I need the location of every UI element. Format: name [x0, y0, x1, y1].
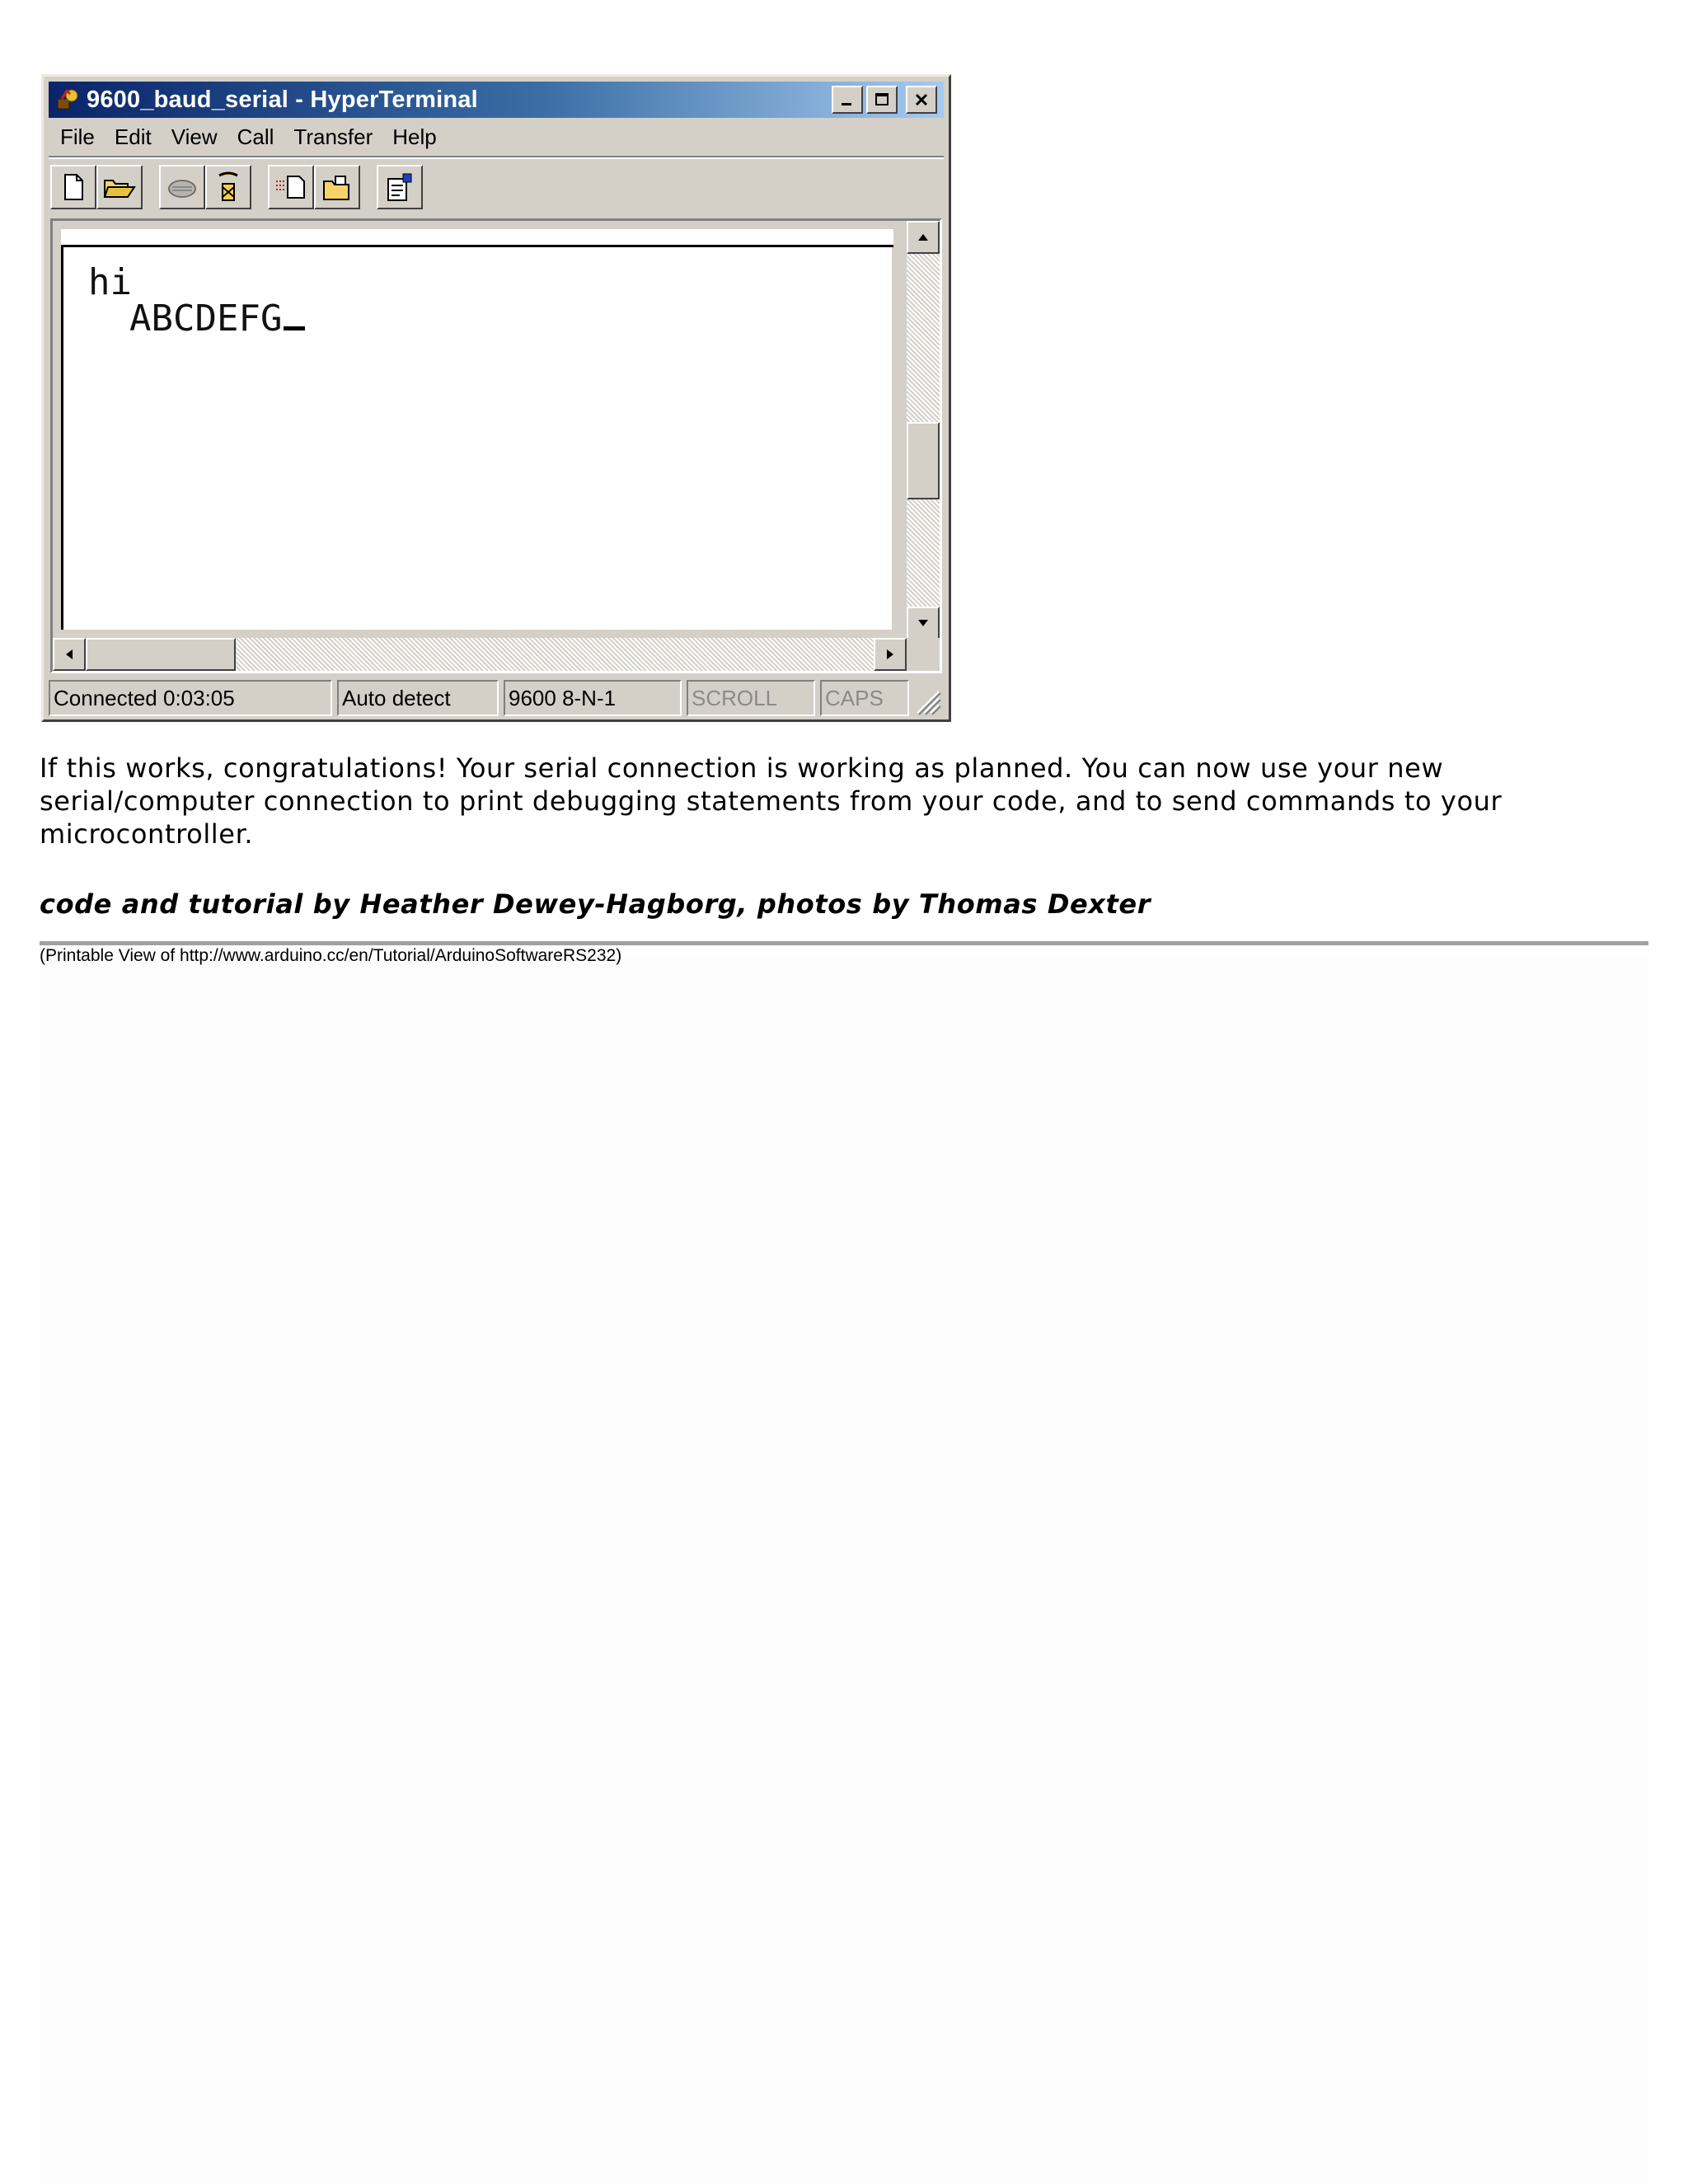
menu-transfer[interactable]: Transfer [293, 124, 373, 149]
arrow-up-icon [917, 232, 930, 242]
body-paragraph: If this works, congratulations! Your serial connection is working as planned. You can now use your new serial/computer connection to print debugging statements from your code, and to send commands to your microcontroller. [40, 752, 1503, 850]
resize-grip-icon [909, 683, 942, 716]
window-title: 9600_baud_serial - HyperTerminal [87, 86, 478, 113]
horizontal-scrollbar[interactable] [53, 638, 907, 671]
text-cursor [284, 326, 305, 330]
connect-button[interactable] [159, 165, 205, 209]
disconnect-button[interactable] [205, 165, 251, 209]
properties-button[interactable] [377, 165, 423, 209]
status-port-settings: 9600 8-N-1 [504, 680, 682, 716]
menu-edit[interactable]: Edit [114, 124, 152, 149]
arrow-down-icon [917, 618, 930, 628]
resize-grip[interactable] [914, 680, 944, 716]
scroll-up-button[interactable] [907, 221, 940, 254]
minimize-button[interactable] [832, 86, 863, 114]
horizontal-rule [40, 941, 1648, 945]
new-document-icon [61, 173, 86, 201]
terminal-screen[interactable] [61, 229, 892, 630]
vertical-scrollbar[interactable] [907, 221, 940, 640]
receive-button[interactable] [314, 165, 360, 209]
send-button[interactable] [268, 165, 314, 209]
new-connection-button[interactable] [50, 165, 96, 209]
scroll-down-button[interactable] [907, 607, 940, 640]
terminal-line: ABCDEFG [129, 298, 283, 340]
receive-file-icon [321, 173, 354, 201]
page-background [40, 956, 1648, 2184]
terminal-pane [50, 218, 942, 673]
scroll-left-button[interactable] [53, 638, 86, 671]
vertical-scroll-thumb[interactable] [907, 422, 940, 499]
menu-bar [50, 121, 942, 152]
maximize-icon [874, 91, 890, 108]
connect-icon [166, 174, 199, 200]
close-icon [913, 91, 930, 108]
arrow-left-icon [64, 648, 74, 661]
open-button[interactable] [96, 165, 143, 209]
status-bar [49, 680, 944, 716]
terminal-output [88, 261, 305, 340]
printable-view-note: (Printable View of http://www.arduino.cc/en/Tutorial/ArduinoSoftwareRS232) [40, 946, 622, 965]
status-caps: CAPS [820, 680, 909, 716]
scrollbar-corner [907, 638, 940, 671]
title-bar[interactable] [49, 82, 944, 118]
status-connection: Connected 0:03:05 [49, 680, 332, 716]
status-scroll: SCROLL [687, 680, 815, 716]
menu-call[interactable]: Call [237, 124, 274, 149]
horizontal-scroll-thumb[interactable] [86, 638, 236, 671]
status-emulation: Auto detect [337, 680, 499, 716]
close-button[interactable] [906, 86, 937, 114]
credit-line: code and tutorial by Heather Dewey-Hagborg, photos by Thomas Dexter [40, 888, 1151, 920]
disconnect-icon [214, 171, 242, 204]
hyperterminal-window [41, 74, 951, 722]
properties-icon [383, 172, 416, 202]
scroll-right-button[interactable] [874, 638, 907, 671]
menu-view[interactable]: View [171, 124, 218, 149]
menu-separator [49, 156, 944, 159]
minimize-icon [839, 91, 856, 108]
open-folder-icon [103, 174, 136, 200]
terminal-line: hi [88, 261, 132, 303]
hyperterminal-app-icon[interactable] [54, 86, 82, 114]
toolbar [50, 162, 942, 212]
send-file-icon [274, 173, 307, 201]
menu-help[interactable]: Help [392, 124, 437, 149]
arrow-right-icon [885, 648, 895, 661]
terminal-top-border [61, 229, 893, 247]
menu-file[interactable]: File [60, 124, 95, 149]
maximize-button[interactable] [866, 86, 898, 114]
